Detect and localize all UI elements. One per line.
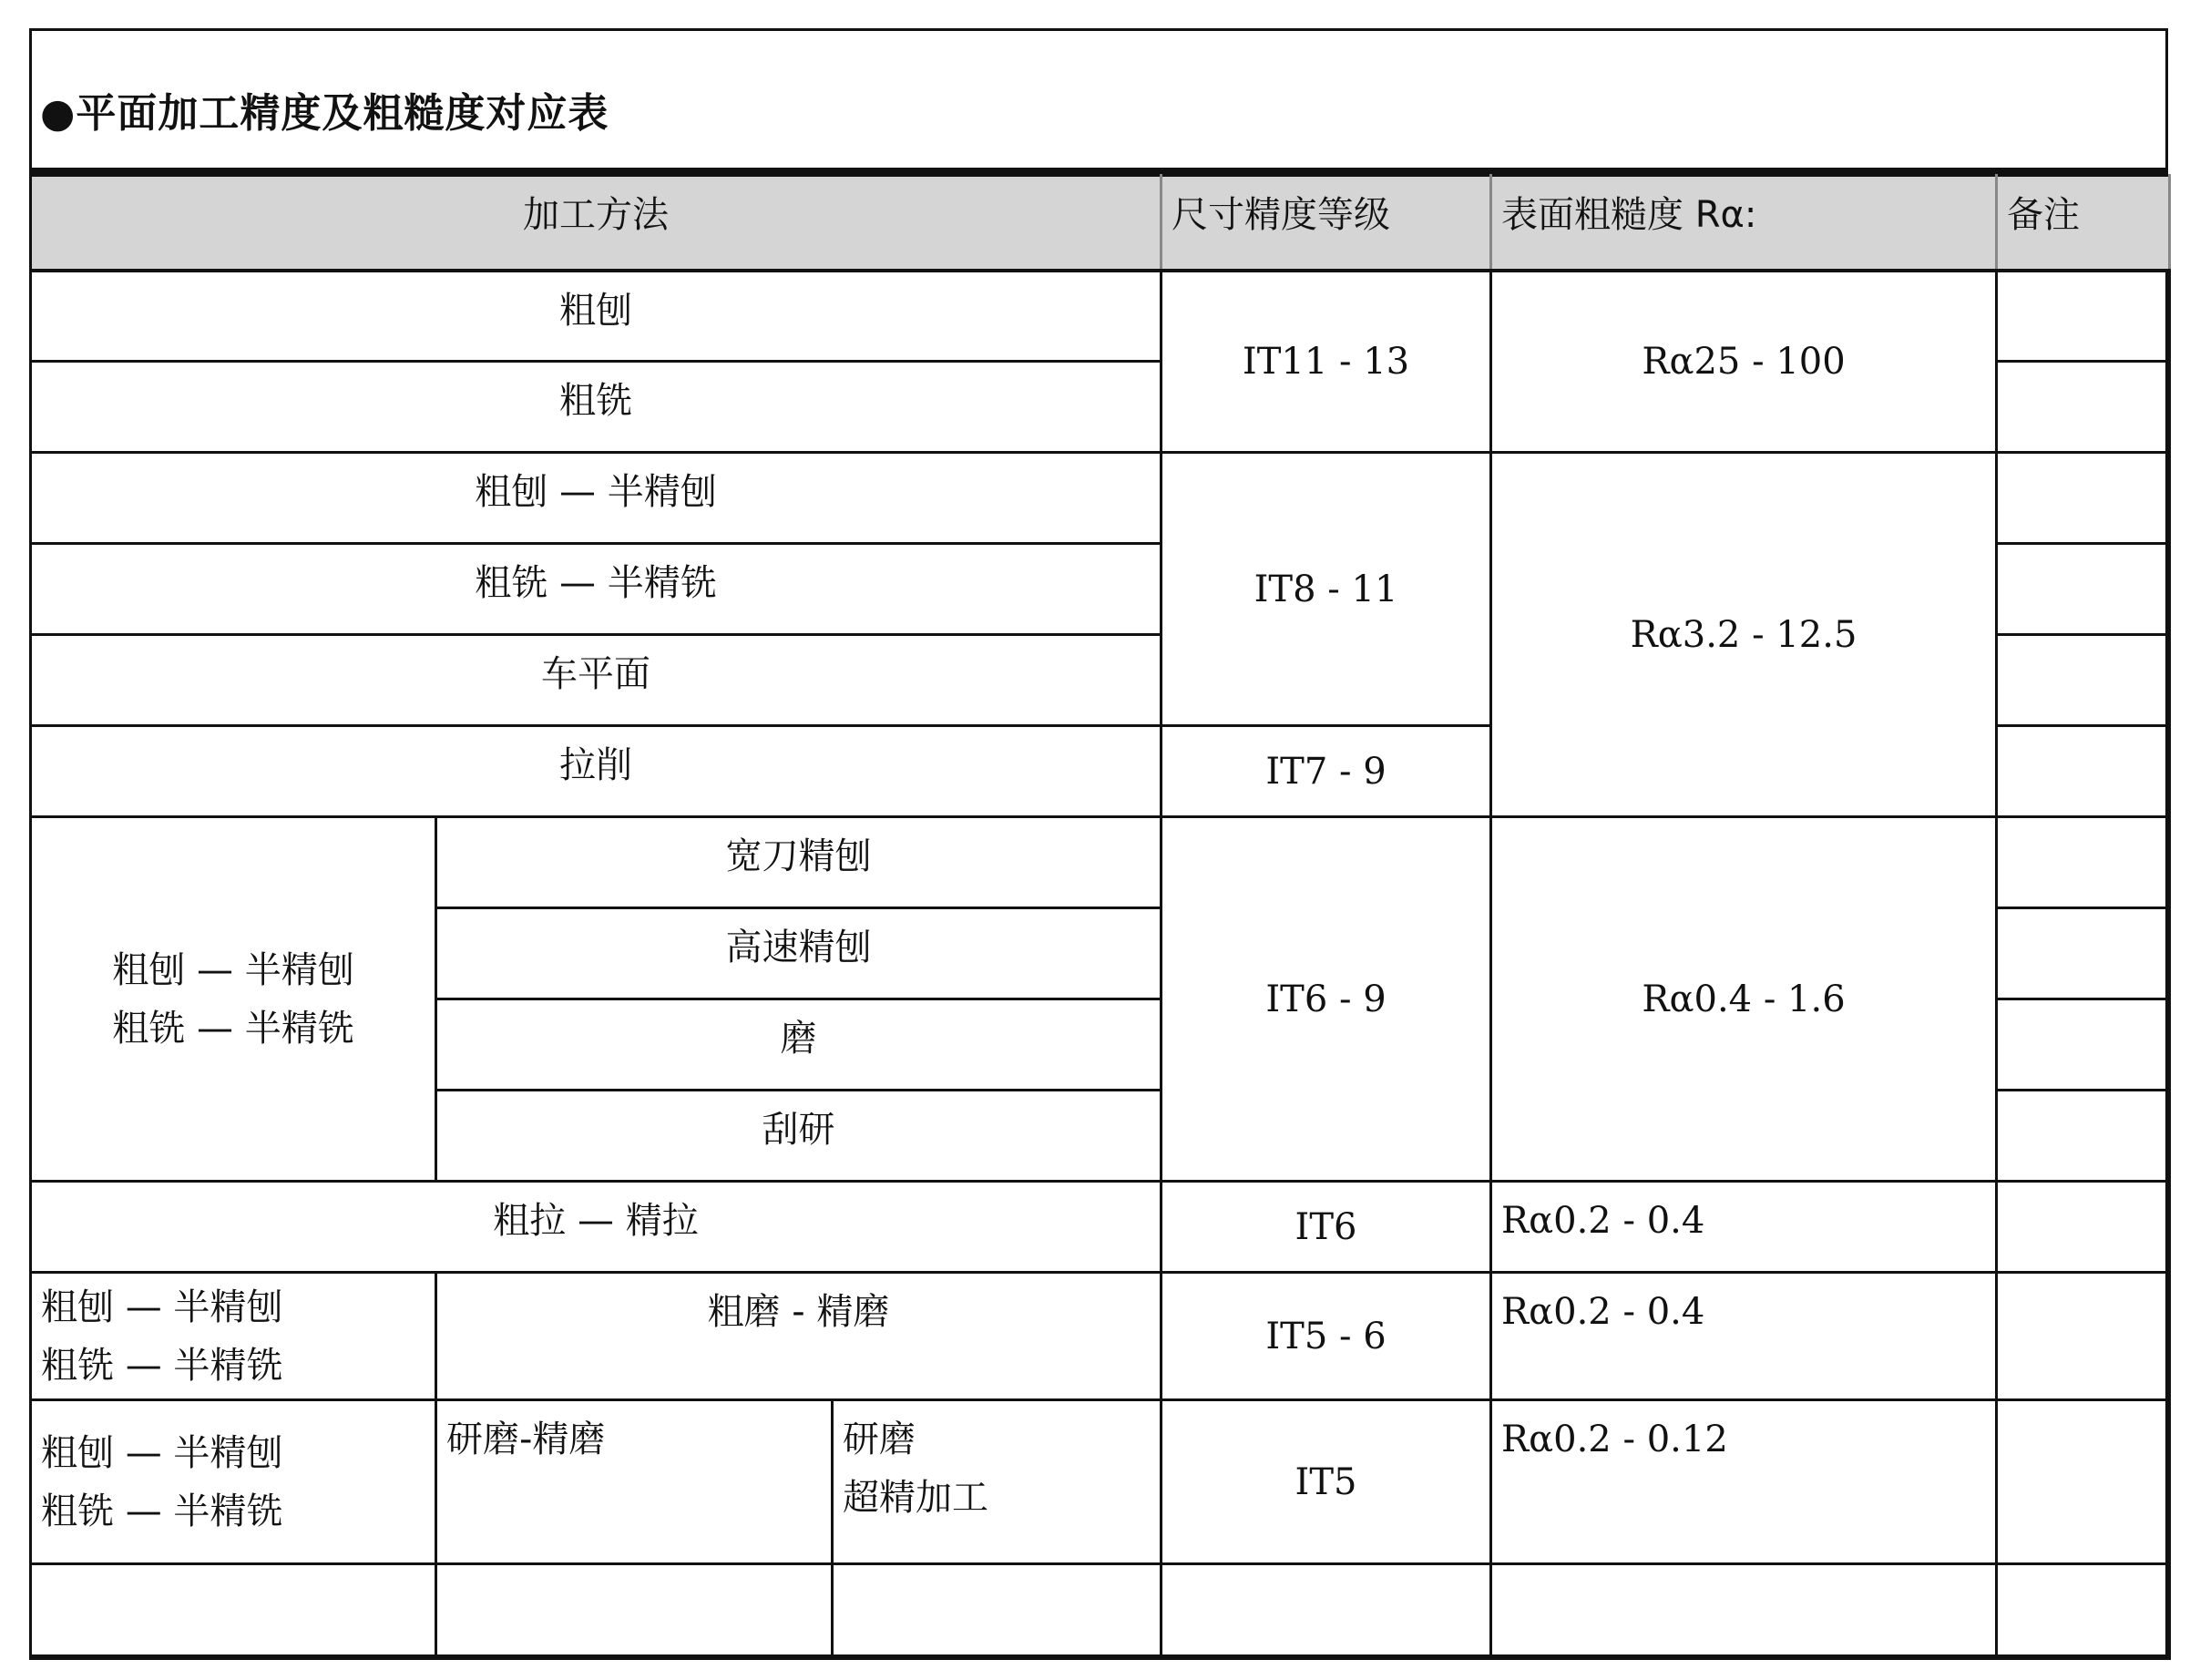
page-title: ●平面加工精度及粗糙度对应表 bbox=[40, 90, 609, 137]
grade-cell: IT6 bbox=[1162, 1182, 1491, 1273]
method-cell: 宽刀精刨 bbox=[436, 817, 1162, 908]
header-row bbox=[31, 176, 2170, 271]
note-cell bbox=[1997, 544, 2170, 635]
method-line: 超精加工 bbox=[843, 1477, 988, 1519]
header-grade: 尺寸精度等级 bbox=[1162, 176, 1491, 271]
method-group-label bbox=[31, 817, 436, 1182]
header-method: 加工方法 bbox=[31, 176, 1162, 271]
roughness-cell: Rα0.2 - 0.12 bbox=[1491, 1400, 1997, 1564]
method-cell: 粗拉 — 精拉 bbox=[31, 1182, 1162, 1273]
header-note: 备注 bbox=[1997, 176, 2170, 271]
precision-table bbox=[29, 174, 2171, 1660]
table-row bbox=[31, 1273, 2170, 1400]
empty-cell bbox=[1491, 1564, 1997, 1659]
note-cell bbox=[1997, 453, 2170, 544]
method-group-line: 粗铣 — 半精铣 bbox=[41, 1344, 283, 1387]
roughness-cell: Rα0.4 - 1.6 bbox=[1491, 817, 1997, 1182]
grade-cell: IT11 - 13 bbox=[1162, 271, 1491, 453]
method-cell: 粗铣 — 半精铣 bbox=[31, 544, 1162, 635]
note-cell bbox=[1997, 1182, 2170, 1273]
title-bar bbox=[29, 28, 2168, 174]
grade-cell: IT7 - 9 bbox=[1162, 726, 1491, 817]
empty-cell bbox=[1997, 1564, 2170, 1659]
method-group-label bbox=[31, 1273, 436, 1400]
empty-cell bbox=[31, 1564, 436, 1659]
note-cell bbox=[1997, 1400, 2170, 1564]
method-cell: 粗磨 - 精磨 bbox=[436, 1273, 1162, 1400]
table-row bbox=[31, 817, 2170, 908]
grade-cell: IT8 - 11 bbox=[1162, 453, 1491, 726]
table-row-empty bbox=[31, 1564, 2170, 1659]
method-cell: 粗刨 bbox=[31, 271, 1162, 362]
note-cell bbox=[1997, 635, 2170, 726]
header-roughness: 表面粗糙度 Rα: bbox=[1491, 176, 1997, 271]
note-cell bbox=[1997, 908, 2170, 999]
note-cell bbox=[1997, 1273, 2170, 1400]
method-group-line: 粗铣 — 半精铣 bbox=[41, 1490, 283, 1532]
method-cell: 刮研 bbox=[436, 1091, 1162, 1182]
method-group-line: 粗刨 — 半精刨 bbox=[112, 948, 354, 991]
method-group-line: 粗铣 — 半精铣 bbox=[112, 1007, 354, 1050]
note-cell bbox=[1997, 999, 2170, 1091]
roughness-cell: Rα3.2 - 12.5 bbox=[1491, 453, 1997, 817]
method-group-line: 粗刨 — 半精刨 bbox=[41, 1431, 283, 1474]
empty-cell bbox=[436, 1564, 833, 1659]
roughness-cell: Rα25 - 100 bbox=[1491, 271, 1997, 453]
method-cell: 磨 bbox=[436, 999, 1162, 1091]
method-group-line: 粗刨 — 半精刨 bbox=[41, 1286, 283, 1328]
method-cell: 粗刨 — 半精刨 bbox=[31, 453, 1162, 544]
method-cell: 拉削 bbox=[31, 726, 1162, 817]
method-cell: 车平面 bbox=[31, 635, 1162, 726]
note-cell bbox=[1997, 362, 2170, 453]
roughness-cell: Rα0.2 - 0.4 bbox=[1491, 1182, 1997, 1273]
method-cell: 研磨-精磨 bbox=[436, 1400, 833, 1564]
grade-cell: IT6 - 9 bbox=[1162, 817, 1491, 1182]
note-cell bbox=[1997, 271, 2170, 362]
grade-cell: IT5 bbox=[1162, 1400, 1491, 1564]
roughness-cell: Rα0.2 - 0.4 bbox=[1491, 1273, 1997, 1400]
table-row bbox=[31, 453, 2170, 544]
empty-cell bbox=[1162, 1564, 1491, 1659]
grade-cell: IT5 - 6 bbox=[1162, 1273, 1491, 1400]
note-cell bbox=[1997, 817, 2170, 908]
method-cell bbox=[833, 1400, 1162, 1564]
method-group-label bbox=[31, 1400, 436, 1564]
method-cell: 粗铣 bbox=[31, 362, 1162, 453]
note-cell bbox=[1997, 1091, 2170, 1182]
table-row bbox=[31, 1182, 2170, 1273]
table-row bbox=[31, 271, 2170, 362]
method-cell: 高速精刨 bbox=[436, 908, 1162, 999]
table-row bbox=[31, 1400, 2170, 1564]
empty-cell bbox=[833, 1564, 1162, 1659]
note-cell bbox=[1997, 726, 2170, 817]
method-line: 研磨 bbox=[843, 1419, 916, 1460]
